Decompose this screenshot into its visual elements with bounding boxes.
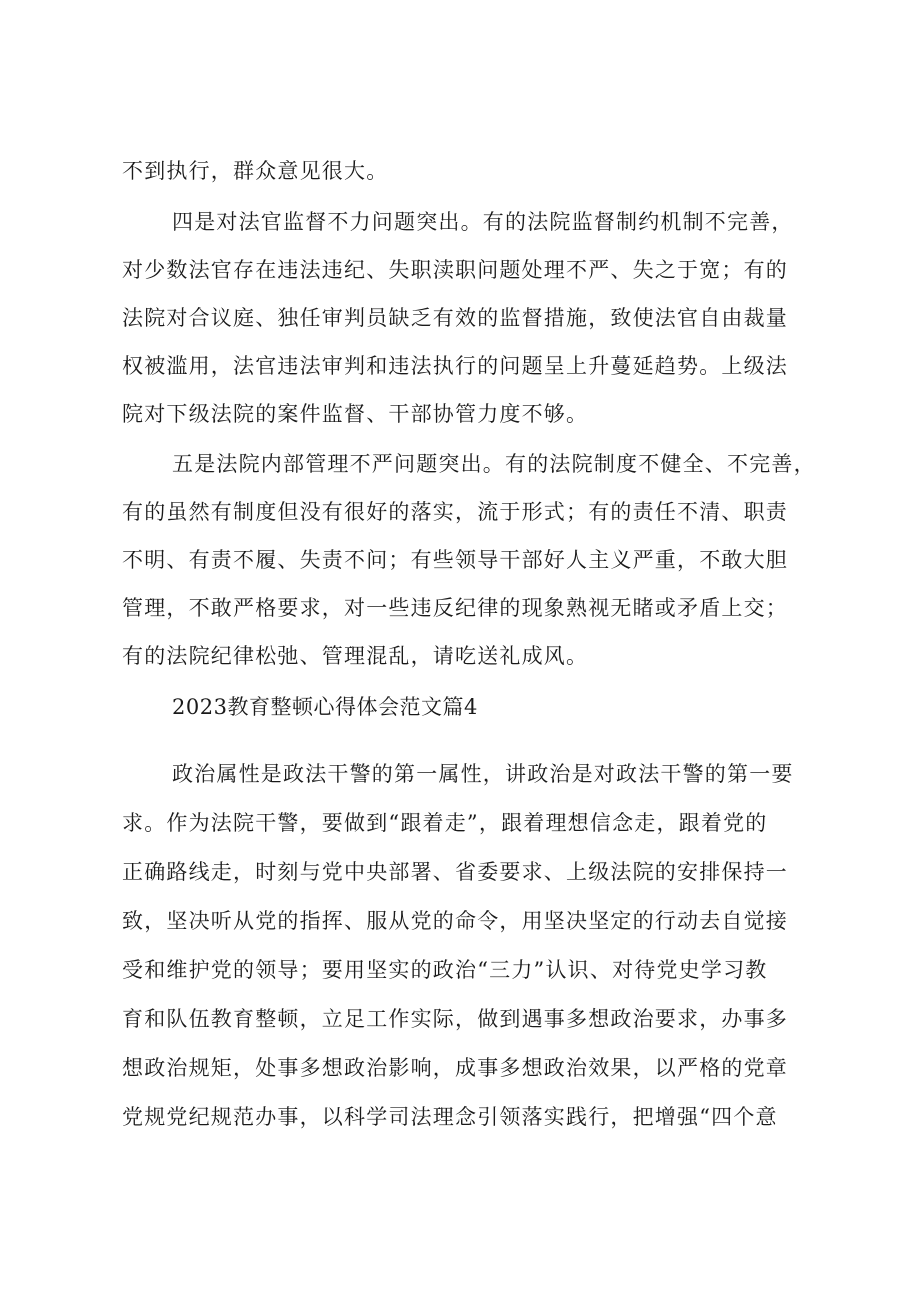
paragraph-2-line-4: 权被滥用，法官违法审判和违法执行的问题呈上升蔓延趋势。上级法 [122, 354, 788, 378]
paragraph-4-line-6: 育和队伍教育整顿，立足工作实际，做到遇事多想政治要求，办事多 [122, 1007, 788, 1031]
paragraph-4-line-1: 政治属性是政法干警的第一属性，讲政治是对政法干警的第一要 [172, 762, 794, 786]
section-heading: 2023教育整顿心得体会范文篇4 [172, 695, 478, 719]
paragraph-4-line-4: 致，坚决听从党的指挥、服从党的命令，用坚决坚定的行动去自觉接 [122, 909, 788, 933]
paragraph-3-line-5: 有的法院纪律松弛、管理混乱，请吃送礼成风。 [122, 644, 589, 668]
paragraph-4-line-3: 正确路线走，时刻与党中央部署、省委要求、上级法院的安排保持一 [122, 860, 788, 884]
paragraph-3-line-1: 五是法院内部管理不严问题突出。有的法院制度不健全、不完善， [172, 452, 816, 476]
paragraph-3-line-3: 不明、有责不履、失责不问；有些领导干部好人主义严重，不敢大胆 [122, 548, 788, 572]
paragraph-2-line-3: 法院对合议庭、独任审判员缺乏有效的监督措施，致使法官自由裁量 [122, 306, 788, 330]
paragraph-4-line-8: 党规党纪规范办事，以科学司法理念引领落实践行，把增强“四个意 [122, 1105, 778, 1129]
paragraph-4-line-7: 想政治规矩，处事多想政治影响，成事多想政治效果，以严格的党章 [122, 1056, 788, 1080]
paragraph-2-line-2: 对少数法官存在违法违纪、失职渎职问题处理不严、失之于宽；有的 [122, 258, 788, 282]
paragraph-2-line-1: 四是对法官监督不力问题突出。有的法院监督制约机制不完善， [172, 210, 794, 234]
paragraph-4-line-2: 求。作为法院干警，要做到“跟着走”，跟着理想信念走，跟着党的 [122, 811, 768, 835]
paragraph-3-line-4: 管理，不敢严格要求，对一些违反纪律的现象熟视无睹或矛盾上交； [122, 596, 788, 620]
paragraph-3-line-2: 有的虽然有制度但没有很好的落实，流于形式；有的责任不清、职责 [122, 500, 788, 524]
paragraph-1-line-1: 不到执行，群众意见很大。 [122, 159, 389, 183]
paragraph-4-line-5: 受和维护党的领导；要用坚实的政治“三力”认识、对待党史学习教 [122, 958, 768, 982]
paragraph-2-line-5: 院对下级法院的案件监督、干部协管力度不够。 [122, 402, 589, 426]
